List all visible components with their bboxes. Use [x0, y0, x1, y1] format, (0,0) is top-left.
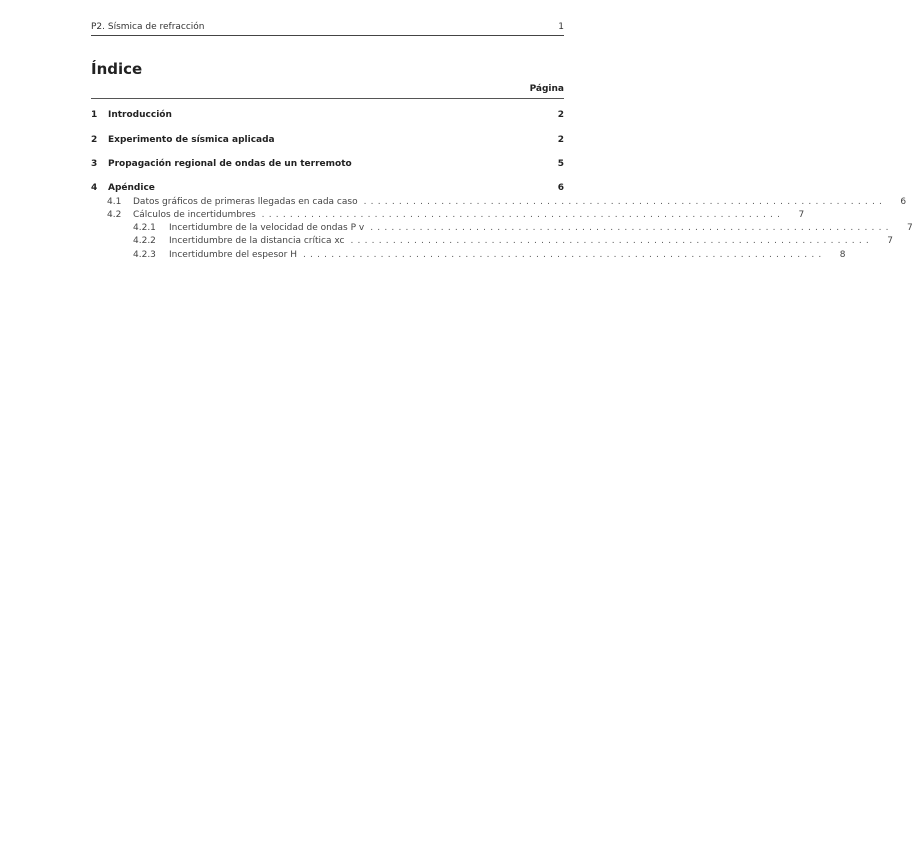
- header-rule: [91, 35, 564, 36]
- header-page-number: 1: [558, 22, 564, 32]
- toc-entry-introduccion[interactable]: [91, 109, 564, 121]
- toc-entry-number: 4.2.1: [133, 223, 156, 233]
- toc-entry-number: 1: [91, 110, 98, 120]
- toc-entry-title: Introducción: [108, 110, 172, 120]
- toc-entry-experimento[interactable]: [91, 134, 564, 146]
- toc-entry-number: 3: [91, 159, 98, 169]
- toc-entry-page: 6: [900, 197, 907, 207]
- toc-entry-title: Incertidumbre de la velocidad de ondas P v: [169, 223, 365, 233]
- toc-entry-apendice[interactable]: [91, 182, 564, 194]
- dot-leader: ..........................................................................: [350, 236, 873, 246]
- toc-entry-datos-graficos[interactable]: [91, 196, 907, 208]
- toc-entry-title: Experimento de sísmica aplicada: [108, 135, 275, 145]
- toc-entry-title: Apéndice: [108, 183, 155, 193]
- toc-entry-page: 7: [906, 223, 913, 233]
- toc-entry-page: 2: [557, 135, 564, 145]
- toc-entry-title: Incertidumbre del espesor H: [169, 250, 297, 260]
- toc-entry-page: 5: [557, 159, 564, 169]
- dot-leader: ..........................................................................: [363, 197, 887, 207]
- toc-entry-page: 7: [798, 210, 805, 220]
- toc-entry-number: 4.2.2: [133, 236, 156, 246]
- toc-entry-number: 4: [91, 183, 98, 193]
- dot-leader: ..........................................................................: [370, 223, 893, 233]
- toc-entry-calculos[interactable]: [91, 209, 805, 221]
- document-page: [91, 0, 913, 848]
- toc-entry-number: 4.1: [107, 197, 122, 207]
- toc-entry-number: 4.2: [107, 210, 122, 220]
- toc-entry-number: 4.2.3: [133, 250, 156, 260]
- dot-leader: ..........................................................................: [302, 250, 826, 260]
- toc-entry-page: 8: [839, 250, 846, 260]
- toc-entry-page: 7: [887, 236, 893, 246]
- toc-entry-propagacion[interactable]: [91, 158, 564, 170]
- toc-entry-page: 6: [557, 183, 564, 193]
- toc-entry-title: Cálculos de incertidumbres: [133, 210, 256, 220]
- toc-entry-incertidumbre-velocidad[interactable]: [91, 222, 913, 234]
- toc-entry-incertidumbre-distancia[interactable]: [91, 235, 893, 247]
- dot-leader: ..........................................................................: [261, 210, 785, 220]
- toc-entry-title: Datos gráficos de primeras llegadas en cada caso: [133, 197, 358, 207]
- toc-entry-page: 2: [557, 110, 564, 120]
- running-title: P2. Sísmica de refracción: [91, 22, 205, 32]
- toc-rule: [91, 98, 564, 99]
- toc-entry-number: 2: [91, 135, 98, 145]
- toc-entry-title: Propagación regional de ondas de un terremoto: [108, 159, 352, 169]
- running-header: [91, 21, 564, 33]
- page-column-label: Página: [529, 84, 564, 94]
- toc-title: Índice: [91, 60, 143, 78]
- toc-entry-incertidumbre-espesor[interactable]: [91, 249, 846, 261]
- toc-entry-title: Incertidumbre de la distancia crítica xc: [169, 236, 345, 246]
